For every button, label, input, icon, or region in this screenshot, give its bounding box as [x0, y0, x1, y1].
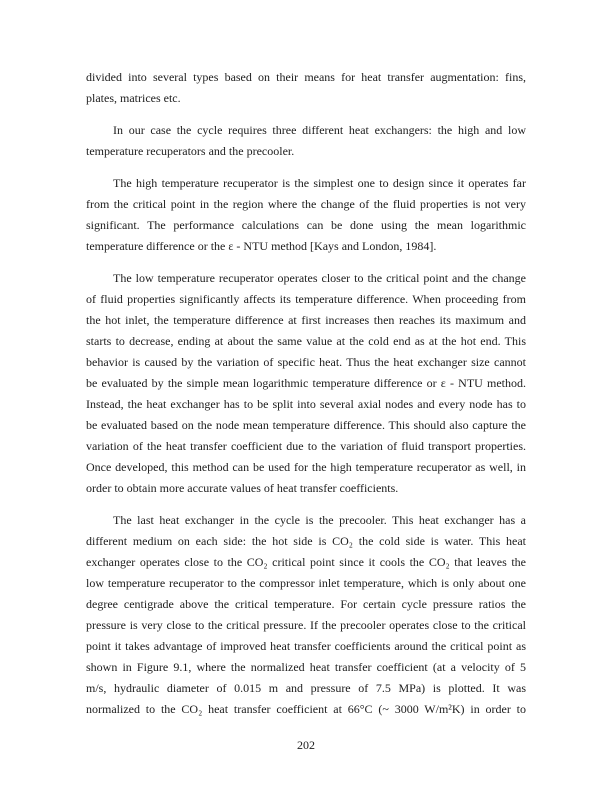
text-line: be evaluated by the simple mean logarithmic temperature difference or ε - NTU method. — [86, 376, 526, 390]
text-line: significant. The performance calculations can be done using the mean logarithmic — [86, 218, 526, 232]
text-line: be evaluated based on the node mean temperature difference. This should also capture the — [86, 418, 526, 432]
text-line: pressure is very close to the critical pressure. If the precooler operates close to the critical — [86, 618, 526, 632]
text-line: The last heat exchanger in the cycle is the precooler. This heat exchanger has a — [113, 513, 526, 527]
text-line: divided into several types based on their means for heat transfer augmentation: fins, — [86, 70, 526, 84]
text-line: degree centigrade above the critical temperature. For certain cycle pressure ratios the — [86, 597, 526, 611]
text-line: temperature difference or the ε - NTU method [Kays and London, 1984]. — [86, 239, 437, 253]
text-line: In our case the cycle requires three different heat exchangers: the high and low — [113, 123, 526, 137]
text-line: plates, matrices etc. — [86, 91, 181, 105]
text-line: starts to decrease, ending at about the same value at the cold end as at the hot end. This — [86, 334, 526, 348]
text-line: exchanger operates close to the CO₂ critical point since it cools the CO₂ that leaves the — [86, 555, 526, 569]
text-line: The low temperature recuperator operates closer to the critical point and the change — [113, 271, 526, 285]
text-line: behavior is caused by the variation of specific heat. Thus the heat exchanger size cannot — [86, 355, 526, 369]
text-line: different medium on each side: the hot side is CO₂ the cold side is water. This heat — [86, 534, 526, 548]
text-line: of fluid properties significantly affects its temperature difference. When proceeding from — [86, 292, 526, 306]
text-line: point it takes advantage of improved heat transfer coefficients around the critical point as — [86, 639, 526, 653]
document-body — [86, 67, 526, 720]
text-line: low temperature recuperator to the compressor inlet temperature, which is only about one — [86, 576, 526, 590]
text-line: temperature recuperators and the precooler. — [86, 144, 295, 158]
paragraph — [86, 268, 526, 499]
text-line: the hot inlet, the temperature difference at first increases then reaches its maximum and — [86, 313, 526, 327]
paragraph — [86, 173, 526, 257]
text-line: Once developed, this method can be used for the high temperature recuperator as well, in — [86, 460, 526, 474]
text-line: Instead, the heat exchanger has to be split into several axial nodes and every node has to — [86, 397, 526, 411]
paragraphs — [86, 67, 526, 720]
text-line: normalized to the CO₂ heat transfer coefficient at 66°C (~ 3000 W/m²K) in order to — [86, 702, 526, 716]
paragraph — [86, 67, 526, 109]
text-line: from the critical point in the region where the change of the fluid properties is not very — [86, 197, 526, 211]
text-line: The high temperature recuperator is the simplest one to design since it operates far — [113, 176, 526, 190]
paragraph — [86, 120, 526, 162]
text-line: variation of the heat transfer coefficient due to the variation of fluid transport properties. — [86, 439, 526, 453]
paragraph — [86, 510, 526, 720]
text-line: order to obtain more accurate values of heat transfer coefficients. — [86, 481, 399, 495]
text-line: shown in Figure 9.1, where the normalized heat transfer coefficient (at a velocity of 5 — [86, 660, 526, 674]
text-line: m/s, hydraulic diameter of 0.015 m and pressure of 7.5 MPa) is plotted. It was — [86, 681, 526, 695]
page-number: 202 — [297, 738, 315, 752]
